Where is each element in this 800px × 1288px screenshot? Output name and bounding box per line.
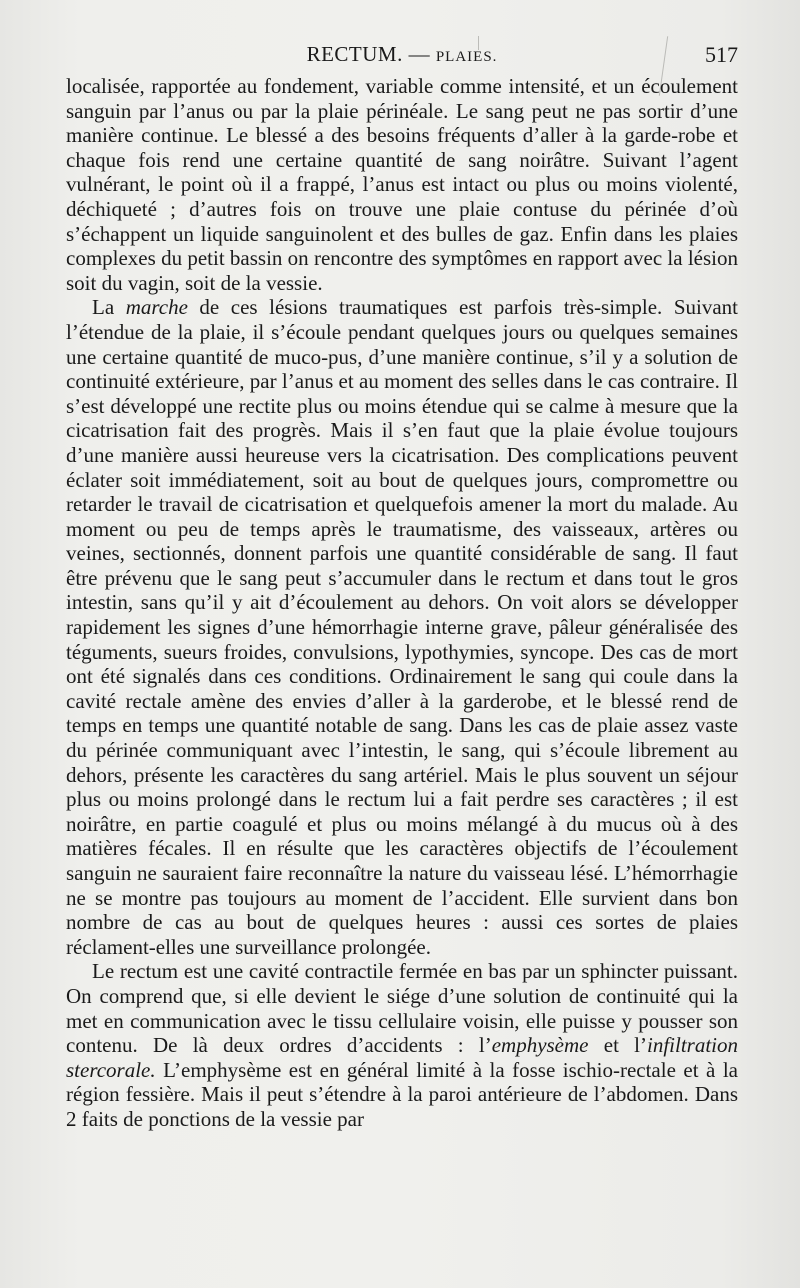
text-run: L’emphysème est en général limité à la fosse ischio-rectale et à la région fessière. Mais il peut s’étendre à la paroi antérieure de l’abdomen. Dans 2 faits de ponctions de la vessie par <box>66 1057 738 1131</box>
page-number: 517 <box>705 42 738 67</box>
paragraph <box>66 74 738 295</box>
text-run: La <box>92 295 126 320</box>
header-title: RECTUM. <box>306 42 403 66</box>
paragraph <box>66 295 738 959</box>
text-run: et l’ <box>588 1033 647 1058</box>
header-section: PLAIES. <box>435 49 498 65</box>
italic-term: marche <box>125 295 188 320</box>
italic-term: emphysème <box>491 1033 589 1058</box>
header-dash: — <box>408 42 431 66</box>
running-title <box>66 42 738 67</box>
text-run: localisée, rapportée au fondement, variable comme intensité, et un écoulement sanguin par l’anus ou par la plaie périnéale. Le sang peut ne pas sortir d’une manière continue. Le blessé a des besoins fréquents d’aller à la garde-robe et chaque fois rend une certaine quantité de sang noirâtre. Suivant l’agent vulnérant, le point où il a frappé, l’anus est intact ou plus ou moins violenté, déchiqueté ; d’autres fois on trouve une plaie contuse du périnée d’où s’échappent un liquide sanguinolent et des bulles de gaz. Enfin dans les plaies complexes du petit bassin on rencontre des symptômes en rapport avec la lésion soit du vagin, soit de la vessie. <box>66 74 738 295</box>
italic-term: infiltration stercorale. <box>66 1033 738 1082</box>
paragraph <box>66 959 738 1131</box>
text-run: Le rectum est une cavité contractile fermée en bas par un sphincter puissant. On comprend que, si elle devient le siége d’une solution de continuité qui la met en communication avec le tissu cellulaire voisin, elle puisse y pousser son contenu. De là deux ordres d’accidents : l’ <box>66 959 738 1058</box>
body-text <box>66 74 738 1132</box>
page-header <box>66 40 738 70</box>
text-run: de ces lésions traumatiques est parfois très-simple. Suivant l’étendue de la plaie, il s’écoule pendant quelques jours ou quelques semaines une certaine quantité de muco-pus, d’une manière continue, s’il y a solution de continuité extérieure, par l’anus et au moment des selles dans le cas contraire. Il s’est développé une rectite plus ou moins étendue qui se calme à mesure que la cicatrisation fait des progrès. Mais il s’en faut que la plaie évolue toujours d’une manière aussi heureuse vers la cicatrisation. Des complications peuvent éclater soit immédiatement, soit au bout de quelques jours, compromettre ou retarder le travail de cicatrisation et quelquefois amener la mort du malade. Au moment ou peu de temps après le traumatisme, des vaisseaux, artères ou veines, sectionnés, donnent parfois une quantité considérable de sang. Il faut être prévenu que le sang peut s’accumuler dans le rectum et dans tout le gros intestin, sans qu’il y ait d’écoulement au dehors. On voit alors se développer rapidement les signes d’une hémorrhagie interne grave, pâleur généralisée des téguments, sueurs froides, convulsions, lypothymies, syncope. Des cas de mort ont été signalés dans ces conditions. Ordinairement le sang qui coule dans la cavité rectale amène des envies d’aller à la garderobe, et le blessé rend de temps en temps une quantité notable de sang. Dans les cas de plaie assez vaste du périnée communiquant avec l’intestin, le sang, qui s’écoule librement au dehors, présente les caractères du sang artériel. Mais le plus souvent un séjour plus ou moins prolongé dans le rectum lui a fait perdre ses caractères ; il est noirâtre, en partie coagulé et plus ou moins mélangé à du mucus où à des matières fécales. Il en résulte que les caractères objectifs de l’écoulement sanguin ne sauraient faire reconnaître la nature du vaisseau lésé. L’hémorrhagie ne se montre pas toujours au moment de l’accident. Elle survient dans bon nombre de cas au bout de quelques heures : aussi ces sortes de plaies réclament-elles une surveillance prolongée. <box>66 295 738 959</box>
